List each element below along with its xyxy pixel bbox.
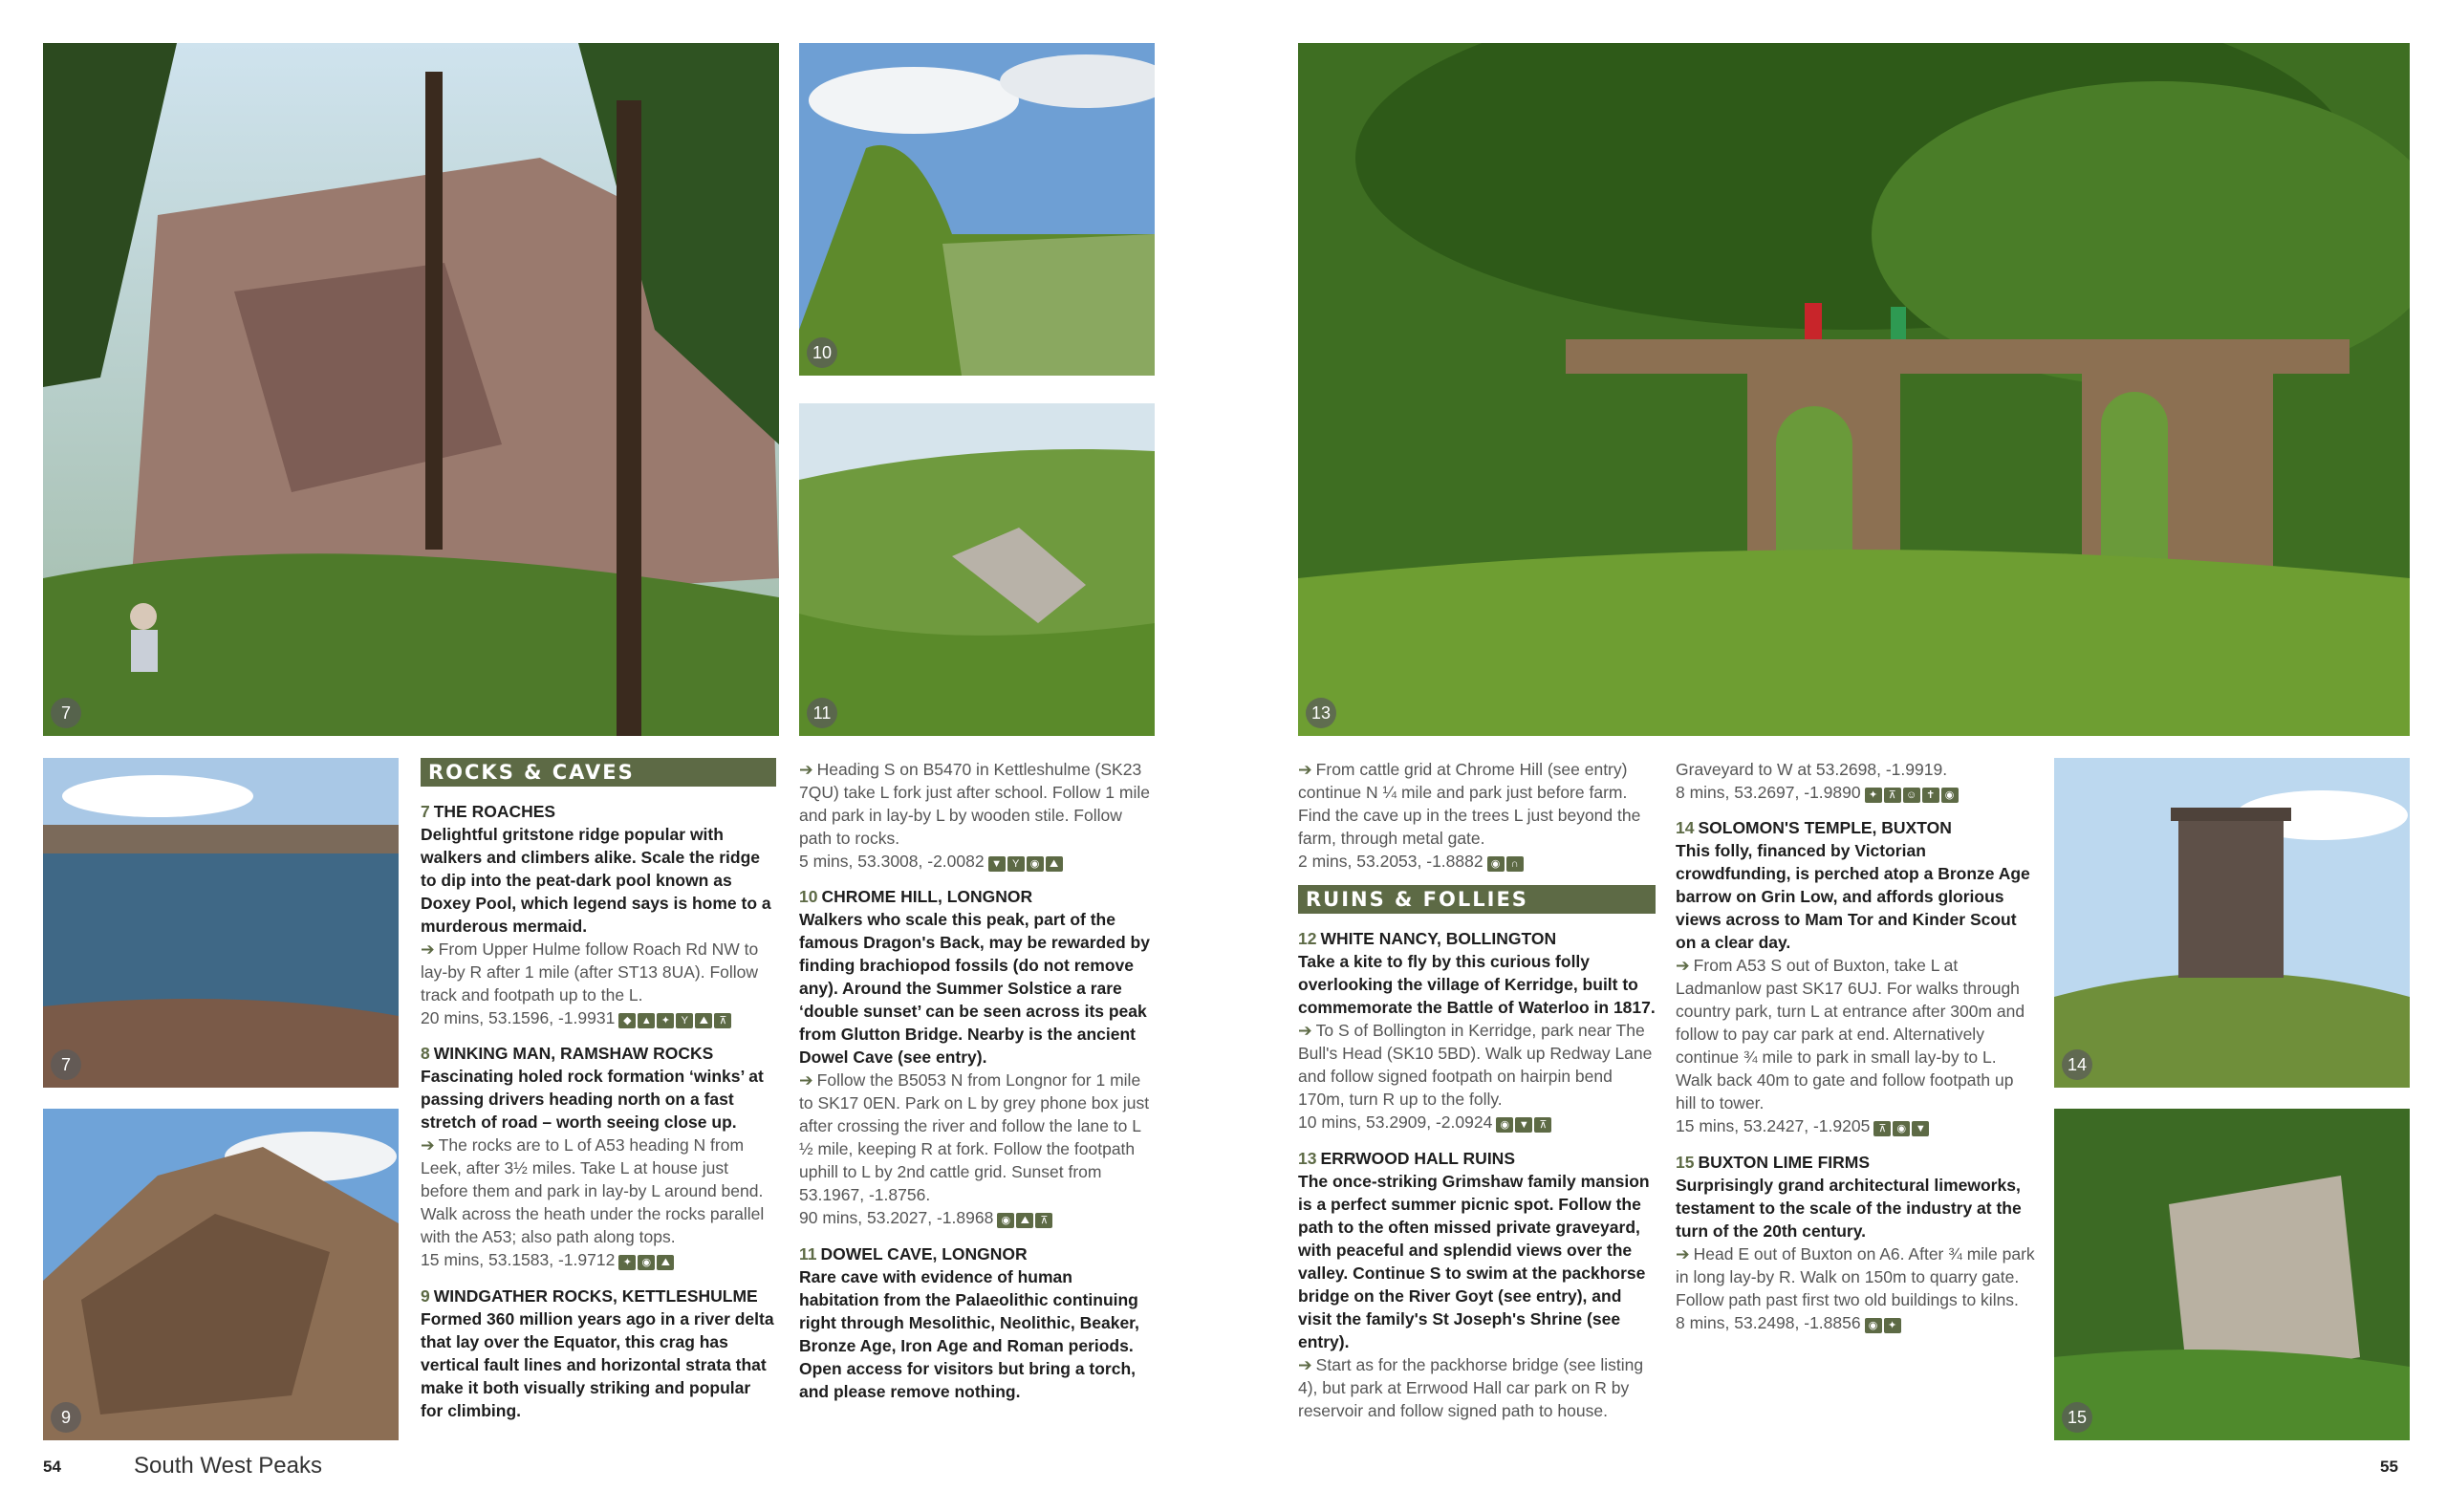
arrow-icon: ➔ <box>421 1135 435 1156</box>
photo-number: 14 <box>2062 1049 2092 1080</box>
family-icon: ☺ <box>1903 788 1920 803</box>
entry-meta <box>421 1248 776 1272</box>
entry-directions <box>1298 1019 1656 1111</box>
directions-text: The rocks are to L of A53 heading N from Leek, after 3½ miles. Take L at house just before them and park in lay-by L around bend. Walk across the heath under the rocks parallel with the A53; also path along tops. <box>421 1135 765 1247</box>
photo-doxey-pool <box>43 758 399 1088</box>
entry-title <box>421 1042 776 1065</box>
entry-directions <box>1676 1242 2037 1311</box>
directions-text: From cattle grid at Chrome Hill (see entry) continue N ¼ mile and park just before farm. Find the cave up in the trees L just beyond the farm, through metal gate. <box>1298 760 1641 848</box>
entry-errwood-continued <box>1676 758 2037 805</box>
camera-icon: ◉ <box>997 1213 1014 1228</box>
entry-meta <box>1676 1114 2037 1138</box>
entry-name: BUXTON LIME FIRMS <box>1698 1152 1871 1172</box>
photo-number: 7 <box>51 698 81 728</box>
mountain-icon: ⛰ <box>695 1013 712 1028</box>
photo-number: 7 <box>51 1049 81 1080</box>
entry-name: ERRWOOD HALL RUINS <box>1320 1148 1515 1168</box>
running-footer-section: South West Peaks <box>134 1453 322 1479</box>
entry-title <box>421 1285 776 1307</box>
entry-meta <box>1298 1111 1656 1134</box>
arrow-icon: ➔ <box>421 940 435 959</box>
climb-icon: Y <box>1007 856 1025 872</box>
entry-number: 14 <box>1676 818 1695 838</box>
entry-chrome-hill <box>799 885 1155 1230</box>
photo-dowel-cave-valley <box>799 403 1155 736</box>
left-page-number: 54 <box>43 1458 61 1476</box>
picnic-icon: ⊼ <box>1534 1117 1551 1133</box>
facility-icons <box>997 1208 1054 1231</box>
camera-icon: ◉ <box>1893 1121 1910 1136</box>
entry-directions <box>1298 1353 1656 1422</box>
lime-firms-illustration <box>2054 1109 2410 1440</box>
column-ruins-follies <box>1298 758 1656 1434</box>
entry-meta <box>1676 1311 2037 1335</box>
climb-icon: Y <box>676 1013 693 1028</box>
entry-meta <box>799 850 1155 874</box>
facility-icons <box>1865 1312 1903 1335</box>
column-two <box>799 758 1155 1415</box>
meta-text: 15 mins, 53.1583, -1.9712 <box>421 1250 616 1270</box>
arrow-icon: ➔ <box>799 760 813 779</box>
facility-icons <box>988 851 1065 874</box>
entry-description: Take a kite to fly by this curious folly overlooking the village of Kerridge, built to commemorate the Battle of Waterloo in 1817. <box>1298 952 1656 1018</box>
photo-number: 11 <box>807 698 837 728</box>
entry-directions <box>1676 954 2037 1114</box>
section-heading: ROCKS & CAVES <box>421 758 776 787</box>
entry-description: Delightful gritstone ridge popular with walkers and climbers alike. Scale the ridge to dip into the peat-dark pool known as Doxey Pool, which legend says is home to a murderous mermaid. <box>421 825 771 936</box>
entry-meta <box>421 1006 776 1030</box>
mountain-icon: ⛰ <box>1016 1213 1033 1228</box>
right-page-number: 55 <box>2380 1458 2398 1476</box>
entry-number: 13 <box>1298 1148 1317 1168</box>
arrow-icon: ➔ <box>1676 956 1690 976</box>
walk-icon: ✦ <box>618 1255 636 1270</box>
directions-text: Head E out of Buxton on A6. After ¾ mile park in long lay-by R. Walk on 150m to quarry gate. Follow path past first two old buildings to kilns. <box>1676 1243 2035 1309</box>
photo-solomons-temple <box>2054 758 2410 1088</box>
entry-description: The once-striking Grimshaw family mansion is a perfect summer picnic spot. Follow the path to the often missed private graveyard, with peaceful and splendid views over the valley. Continue S to swim at the packhorse bridge on the River Goyt (see entry), and visit the family's St Joseph's Shrine (see entry). <box>1298 1171 1650 1351</box>
facility-icons <box>1496 1112 1553 1135</box>
facility-icons <box>618 1007 733 1030</box>
entry-number: 15 <box>1676 1152 1695 1172</box>
church-icon: ✝ <box>1922 788 1939 803</box>
facility-icons <box>1873 1116 1931 1139</box>
entry-directions <box>421 938 776 1006</box>
meta-text: 2 mins, 53.2053, -1.8882 <box>1298 852 1483 871</box>
camera-icon: ◉ <box>1027 856 1044 872</box>
section-heading: RUINS & FOLLIES <box>1298 885 1656 914</box>
entry-number: 10 <box>799 887 818 907</box>
windgather-illustration <box>43 1109 399 1440</box>
entry-windgather-rocks <box>421 1285 776 1422</box>
photo-errwood-hall <box>1298 43 2410 736</box>
picnic-icon: ⊼ <box>714 1013 731 1028</box>
picnic-icon: ⊼ <box>1884 788 1901 803</box>
entry-errwood-hall <box>1298 1147 1656 1422</box>
camera-icon: ◉ <box>1496 1117 1513 1133</box>
arrow-icon: ➔ <box>1298 1021 1312 1041</box>
mountain-icon: ⛰ <box>657 1255 674 1270</box>
entry-title <box>799 885 1155 908</box>
tent-icon: ▲ <box>638 1013 655 1028</box>
entry-directions <box>1298 758 1656 850</box>
facility-icons <box>618 1250 676 1273</box>
valley-illustration <box>799 403 1155 736</box>
directions-text: Heading S on B5470 in Kettleshulme (SK23 7QU) take L fork just after school. Follow 1 mile and park in lay-by L by wooden stile. Follow path to rocks. <box>799 760 1150 848</box>
walk-icon: ✦ <box>1865 788 1882 803</box>
chrome-hill-illustration <box>799 43 1155 376</box>
entry-name: THE ROACHES <box>433 802 556 821</box>
doxey-pool-illustration <box>43 758 399 1088</box>
entry-title <box>1676 1151 2037 1174</box>
entry-number: 7 <box>421 802 430 821</box>
entry-the-roaches <box>421 800 776 1030</box>
entry-title <box>1298 927 1656 950</box>
view-icon: ▼ <box>1912 1121 1929 1136</box>
entry-number: 11 <box>799 1243 817 1264</box>
entry-directions <box>799 758 1155 850</box>
facility-icons <box>1487 851 1526 874</box>
directions-text: Follow the B5053 N from Longnor for 1 mile to SK17 0EN. Park on L by grey phone box just after crossing the river and follow the lane to L ½ mile, keeping R at fork. Follow the footpath uphill to L by 2nd cattle grid. Sunset from 53.1967, -1.8756. <box>799 1070 1150 1205</box>
entry-number: 12 <box>1298 929 1317 949</box>
entry-description: Fascinating holed rock formation ‘winks’ at passing drivers heading north on a fast stretch of road – worth seeing close up. <box>421 1067 764 1133</box>
column-four <box>1676 758 2037 1347</box>
walk-icon: ✦ <box>1884 1318 1901 1333</box>
directions-text: From Upper Hulme follow Roach Rd NW to lay-by R after 1 mile (after ST13 8UA). Follow track and footpath up to the L. <box>421 940 759 1004</box>
mountain-icon: ⛰ <box>1046 856 1063 872</box>
photo-number: 15 <box>2062 1402 2092 1433</box>
entry-description: This folly, financed by Victorian crowdfunding, is perched atop a Bronze Age barrow on Grin Low, and affords glorious views across to Mam Tor and Kinder Scout on a clear day. <box>1676 841 2030 953</box>
entry-name: WHITE NANCY, BOLLINGTON <box>1320 929 1557 949</box>
walk-icon: ✦ <box>657 1013 674 1028</box>
view-icon: ▼ <box>988 856 1006 872</box>
entry-dowel-cave <box>799 1242 1155 1403</box>
camera-icon: ◉ <box>638 1255 655 1270</box>
photo-number: 13 <box>1306 698 1336 728</box>
camera-icon: ◉ <box>1941 788 1959 803</box>
entry-dowel-cave-directions <box>1298 758 1656 874</box>
picnic-icon: ⊼ <box>1035 1213 1052 1228</box>
photo-roaches-rocks <box>43 43 779 736</box>
meta-text: 10 mins, 53.2909, -2.0924 <box>1298 1112 1493 1133</box>
entry-winking-man <box>421 1042 776 1272</box>
footprint-icon: ◆ <box>618 1013 636 1028</box>
entry-meta <box>1298 850 1656 874</box>
directions-text: From A53 S out of Buxton, take L at Ladmanlow past SK17 6UJ. For walks through country park, turn L at entrance after 300m and follow to pay car park at end. Alternatively continue ¾ mile to park in small lay-by to L. Walk back 40m to gate and follow footpath up hill to tower. <box>1676 956 2025 1113</box>
picnic-icon: ⊼ <box>1873 1121 1891 1136</box>
entry-directions <box>421 1134 776 1248</box>
directions-text: To S of Bollington in Kerridge, park near The Bull's Head (SK10 5BD). Walk up Redway Lane and follow signed footpath on hairpin bend 170m, turn R up to the folly. <box>1298 1021 1653 1110</box>
entry-name: SOLOMON'S TEMPLE, BUXTON <box>1698 818 1952 838</box>
arrow-icon: ➔ <box>1298 760 1312 779</box>
meta-text: 15 mins, 53.2427, -1.9205 <box>1676 1116 1871 1136</box>
column-rocks-caves <box>421 758 776 1434</box>
camera-icon: ◉ <box>1865 1318 1882 1333</box>
photo-number: 10 <box>807 337 837 368</box>
entry-description: Formed 360 million years ago in a river delta that lay over the Equator, this crag has vertical fault lines and horizontal strata that make it both visually striking and popular for climbing. <box>421 1308 774 1420</box>
entry-name: DOWEL CAVE, LONGNOR <box>820 1243 1028 1264</box>
entry-name: CHROME HILL, LONGNOR <box>821 887 1033 907</box>
entry-description: Walkers who scale this peak, part of the famous Dragon's Back, may be rewarded by finding brachiopod fossils (do not remove any). Around the Summer Solstice a rare ‘double sunset’ can be seen across its peak from Glutton Bridge. Nearby is the ancient Dowel Cave (see entry). <box>799 910 1150 1068</box>
meta-text: 8 mins, 53.2498, -1.8856 <box>1676 1312 1861 1332</box>
entry-directions <box>799 1069 1155 1206</box>
entry-name: WINKING MAN, RAMSHAW ROCKS <box>433 1044 714 1064</box>
photo-chrome-hill <box>799 43 1155 376</box>
entry-description: Surprisingly grand architectural limeworks, testament to the scale of the industry at the turn of the 20th century. <box>1676 1175 2022 1241</box>
meta-text: 20 mins, 53.1596, -1.9931 <box>421 1008 616 1027</box>
entry-title <box>1298 1147 1656 1170</box>
meta-text: 8 mins, 53.2697, -1.9890 <box>1676 783 1861 802</box>
entry-name: WINDGATHER ROCKS, KETTLESHULME <box>433 1285 758 1306</box>
entry-number: 8 <box>421 1044 430 1064</box>
directions-text: Graveyard to W at 53.2698, -1.9919. <box>1676 760 1948 779</box>
meta-text: 90 mins, 53.2027, -1.8968 <box>799 1208 994 1228</box>
entry-meta <box>799 1206 1155 1230</box>
entry-windgather-directions <box>799 758 1155 874</box>
entry-directions <box>1676 758 2037 781</box>
photo-buxton-lime-firms <box>2054 1109 2410 1440</box>
entry-meta <box>1676 781 2037 805</box>
entry-buxton-lime-firms <box>1676 1151 2037 1335</box>
entry-white-nancy <box>1298 927 1656 1134</box>
roaches-rock-illustration <box>43 43 779 736</box>
view-icon: ▼ <box>1515 1117 1532 1133</box>
facility-icons <box>1865 782 1960 805</box>
directions-text: Start as for the packhorse bridge (see listing 4), but park at Errwood Hall car park on R by reservoir and follow signed path to house. <box>1298 1354 1644 1420</box>
solomons-temple-illustration <box>2054 758 2410 1088</box>
photo-windgather-rocks <box>43 1109 399 1440</box>
camera-icon: ◉ <box>1487 856 1505 872</box>
cave-icon: ∩ <box>1506 856 1524 872</box>
arrow-icon: ➔ <box>799 1070 813 1091</box>
entry-title <box>421 800 776 823</box>
entry-description: Rare cave with evidence of human habitation from the Palaeolithic continuing right through Mesolithic, Neolithic, Beaker, Bronze Age, Iron Age and Roman periods. Open access for visitors but bring a torch, and please remove nothing. <box>799 1266 1139 1401</box>
entry-title <box>1676 816 2037 839</box>
entry-solomons-temple <box>1676 816 2037 1138</box>
meta-text: 5 mins, 53.3008, -2.0082 <box>799 852 985 871</box>
arrow-icon: ➔ <box>1298 1354 1312 1374</box>
entry-title <box>799 1242 1155 1265</box>
errwood-hall-illustration <box>1298 43 2410 736</box>
photo-number: 9 <box>51 1402 81 1433</box>
arrow-icon: ➔ <box>1676 1243 1690 1264</box>
entry-number: 9 <box>421 1285 430 1306</box>
